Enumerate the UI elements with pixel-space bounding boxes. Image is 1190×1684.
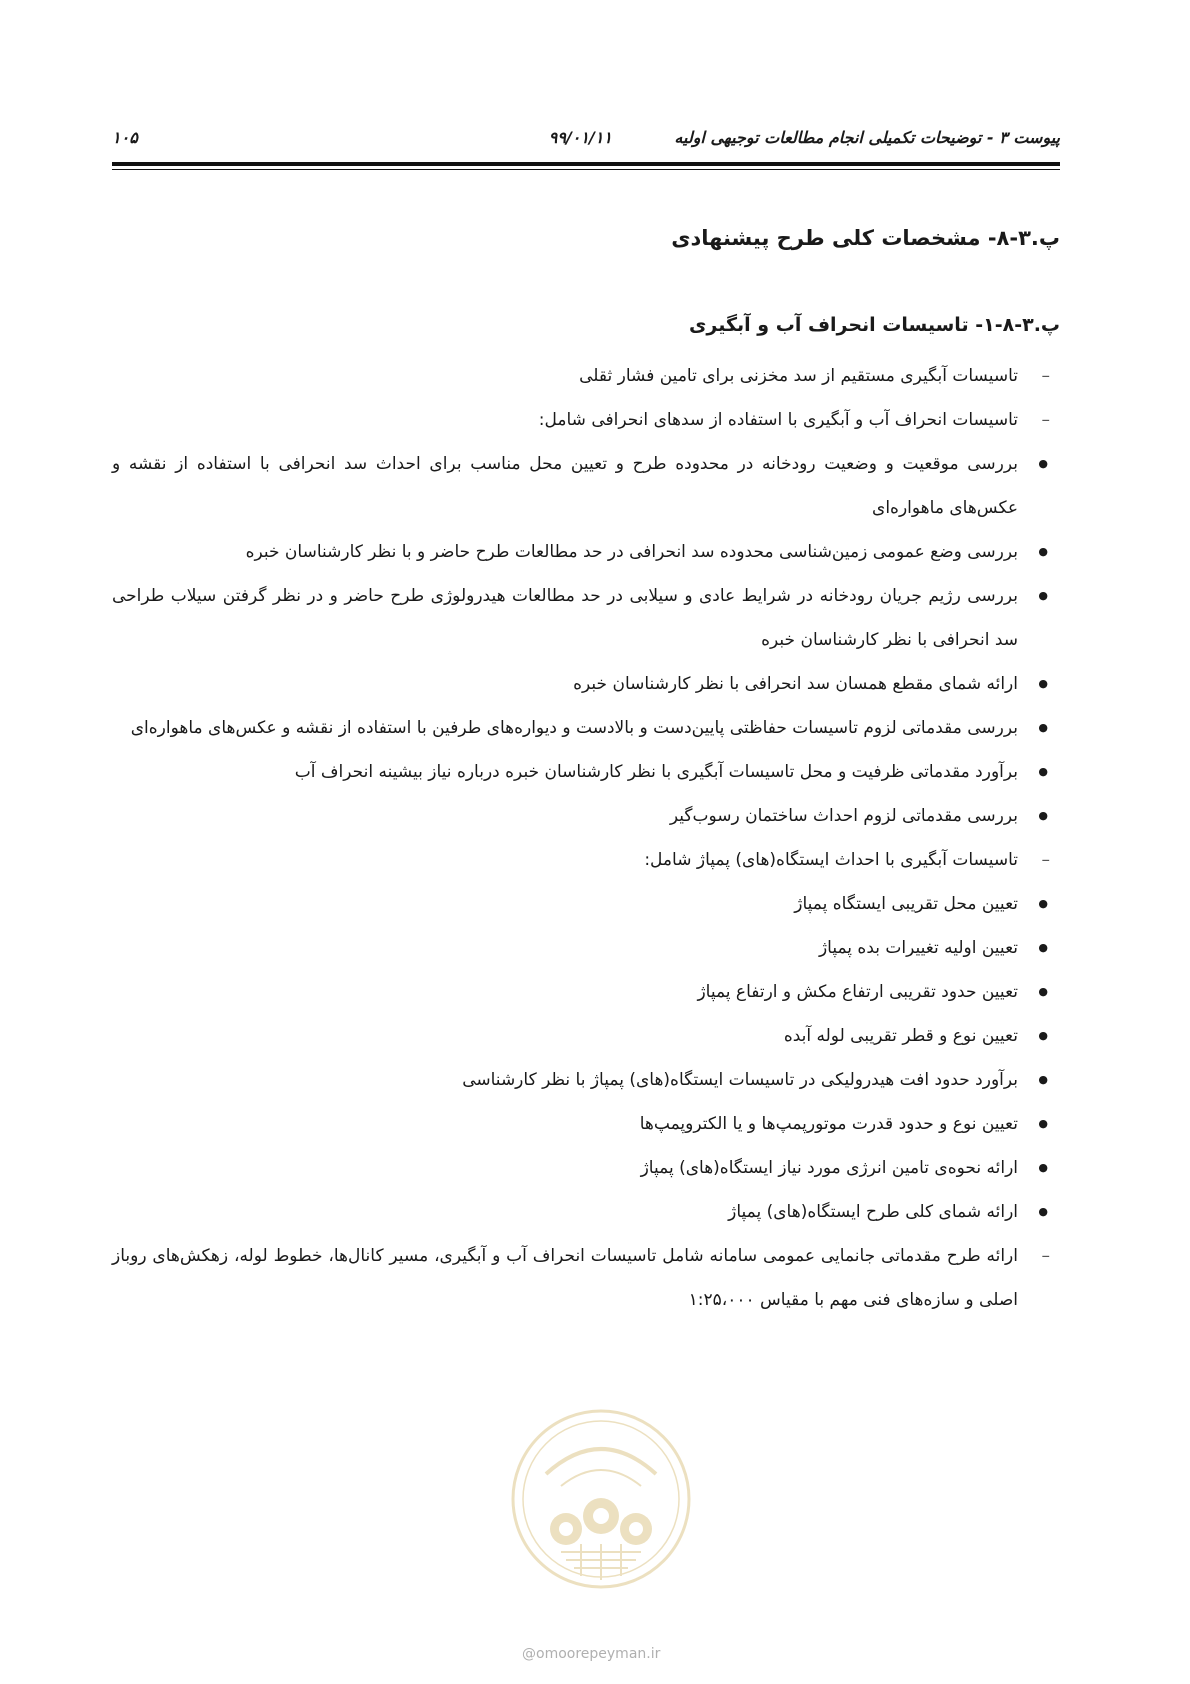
bullet-item: ● تعیین حدود تقریبی ارتفاع مکش و ارتفاع پمپاژ bbox=[112, 970, 1060, 1014]
bullet-item: ● ارائه شمای کلی طرح ایستگاه(های) پمپاژ bbox=[112, 1190, 1060, 1234]
header-rule-thin bbox=[112, 169, 1060, 170]
page-content bbox=[112, 212, 1060, 1322]
dash-item-direct-intake: – تاسیسات آبگیری مستقیم از سد مخزنی برای تامین فشار ثقلی bbox=[112, 354, 1060, 398]
bullet-item: ● تعیین نوع و قطر تقریبی لوله آبده bbox=[112, 1014, 1060, 1058]
bullet-item: ● ارائه شمای مقطع همسان سد انحرافی با نظر کارشناسان خبره bbox=[112, 662, 1060, 706]
subsection-heading: پ.۳-۸-۱- تاسیسات انحراف آب و آبگیری bbox=[689, 314, 1060, 336]
bullet-item: ● برآورد حدود افت هیدرولیکی در تاسیسات ایستگاه(های) پمپاژ با نظر کارشناسی bbox=[112, 1058, 1060, 1102]
dash-item-pump-stations: – تاسیسات آبگیری با احداث ایستگاه(های) پمپاژ شامل: bbox=[112, 838, 1060, 882]
dash-item-general-layout: – ارائه طرح مقدماتی جانمایی عمومی سامانه شامل تاسیسات انحراف آب و آبگیری، مسیر کانال‌ها، خطوط لوله، زهکش‌های روباز اصلی و سازه‌های فنی مهم با مقیاس ۱:۲۵،۰۰۰ bbox=[112, 1234, 1060, 1322]
bullet-item: ● تعیین محل تقریبی ایستگاه پمپاژ bbox=[112, 882, 1060, 926]
watermark-logo bbox=[506, 1404, 696, 1594]
bullet-item: ● بررسی مقدماتی لزوم تاسیسات حفاظتی پایین‌دست و بالادست و دیواره‌های طرفین با استفاده از نقشه و عکس‌های ماهواره‌ای bbox=[112, 706, 1060, 750]
bullet-item: ● برآورد مقدماتی ظرفیت و محل تاسیسات آبگیری با نظر کارشناسان خبره درباره نیاز بیشینه انحراف آب bbox=[112, 750, 1060, 794]
watermark-url: @omoorepeyman.ir bbox=[522, 1646, 661, 1662]
bullet-item: ● بررسی مقدماتی لزوم احداث ساختمان رسوب‌گیر bbox=[112, 794, 1060, 838]
dash-item-diversion-facilities: – تاسیسات انحراف آب و آبگیری با استفاده از سدهای انحرافی شامل: bbox=[112, 398, 1060, 442]
header-title: پیوست ۳ - توضیحات تکمیلی انجام مطالعات توجیهی اولیه bbox=[674, 128, 1060, 147]
section-heading: پ.۳-۸- مشخصات کلی طرح پیشنهادی bbox=[671, 226, 1060, 250]
bullet-item: ● بررسی موقعیت و وضعیت رودخانه در محدوده طرح و تعیین محل مناسب برای احداث سد انحرافی با استفاده از نقشه و عکس‌های ماهواره‌ای bbox=[112, 442, 1060, 530]
page-header bbox=[112, 128, 1060, 152]
page-number: ۱۰۵ bbox=[112, 128, 138, 147]
bullet-item: ● تعیین اولیه تغییرات بده پمپاژ bbox=[112, 926, 1060, 970]
bullet-item: ● ارائه نحوه‌ی تامین انرژی مورد نیاز ایستگاه(های) پمپاژ bbox=[112, 1146, 1060, 1190]
header-date: ۹۹/۰۱/۱۱ bbox=[548, 128, 612, 147]
bullet-item: ● بررسی رژیم جریان رودخانه در شرایط عادی و سیلابی در حد مطالعات هیدرولوژی طرح حاضر و در نظر گرفتن سیلاب طراحی سد انحرافی با نظر کارشناسان خبره bbox=[112, 574, 1060, 662]
bullet-item: ● بررسی وضع عمومی زمین‌شناسی محدوده سد انحرافی در حد مطالعات طرح حاضر و با نظر کارشناسان خبره bbox=[112, 530, 1060, 574]
header-rule-thick bbox=[112, 162, 1060, 166]
bullet-item: ● تعیین نوع و حدود قدرت موتورپمپ‌ها و یا الکتروپمپ‌ها bbox=[112, 1102, 1060, 1146]
